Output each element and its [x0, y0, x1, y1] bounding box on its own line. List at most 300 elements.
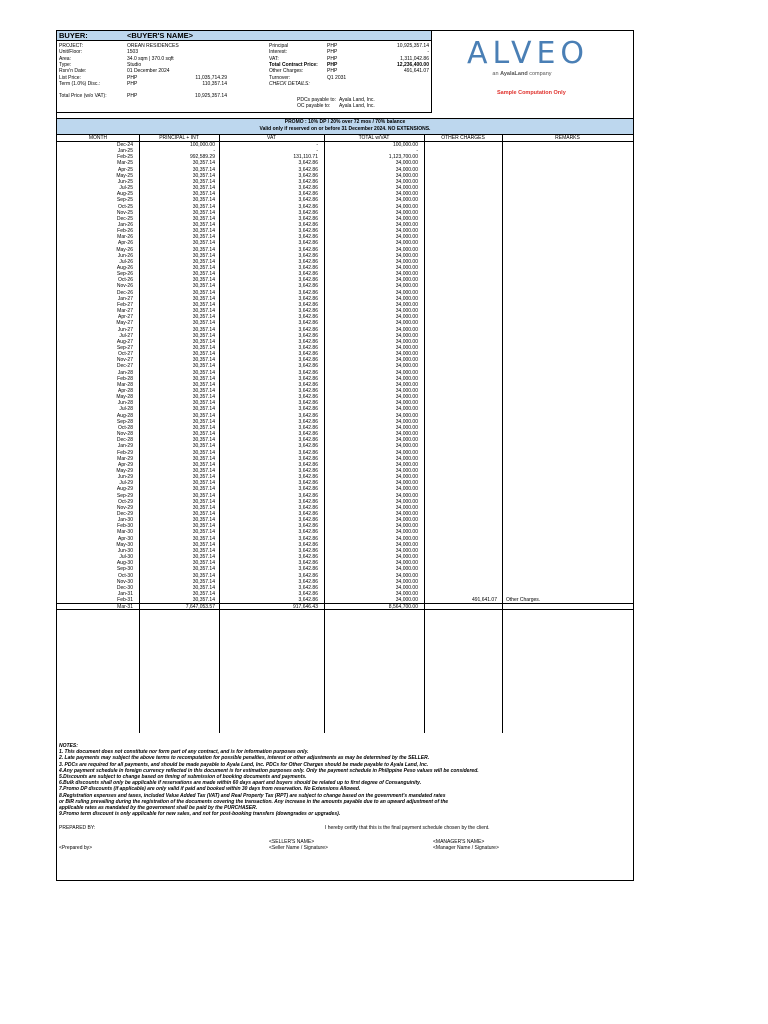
principal-cell: 30,357.14 [192, 480, 215, 487]
total-cell: 34,000.00 [395, 492, 418, 499]
principal-cell: 30,357.14 [192, 455, 215, 462]
price-value: 12,236,400.00 [397, 61, 429, 68]
total-cell: 34,000.00 [395, 271, 418, 278]
principal-cell: 30,357.14 [192, 160, 215, 167]
vat-cell: 3,642.86 [298, 597, 318, 604]
total-cell: 100,000.00 [392, 142, 418, 148]
vat-cell: 3,642.86 [298, 191, 318, 198]
note-line: 9.Promo term discount is only applicable for new sales, and not for post-booking transfers (downgrades or upgrades). [59, 811, 341, 818]
note-line: 6.Bulk discounts shall only be applicable if reservations are made within 60 days apart and buyers should be related up to first degree of Consanguinity. [59, 780, 422, 787]
total-cell: 34,000.00 [395, 338, 418, 345]
price-label: Turnover: [269, 74, 291, 81]
manager-name: <MANAGER'S NAME> [433, 839, 485, 845]
vat-cell: 3,642.86 [298, 517, 318, 524]
vat-cell: 3,642.86 [298, 474, 318, 481]
principal-cell: 30,357.14 [192, 209, 215, 216]
total-cell: 34,000.00 [395, 240, 418, 247]
principal-cell: 30,357.14 [192, 388, 215, 394]
month-cell: Jul-28 [119, 406, 133, 413]
month-cell: Dec-24 [116, 142, 133, 148]
principal-cell: 30,357.14 [192, 203, 215, 210]
principal-cell: 30,357.14 [192, 277, 215, 284]
total-cell: 34,000.00 [395, 455, 418, 462]
month-cell: Jan-28 [117, 369, 133, 376]
principal-cell: 30,357.14 [192, 185, 215, 192]
total-cell: 34,000.00 [395, 363, 418, 370]
month-cell: May-25 [116, 172, 133, 179]
vat-cell: 3,642.86 [298, 332, 318, 339]
month-cell: Apr-25 [117, 166, 133, 173]
seller-signature: <Seller Name / Signature> [269, 845, 328, 851]
principal-cell: 30,357.14 [192, 258, 215, 265]
month-cell: Sep-26 [116, 271, 133, 278]
total-cell: 34,000.00 [395, 504, 418, 511]
principal-cell: 30,357.14 [192, 437, 215, 444]
total-cell: 34,000.00 [395, 572, 418, 579]
principal-cell: 30,357.14 [192, 541, 215, 548]
notes-title: NOTES: [59, 743, 78, 749]
total-cell: 34,000.00 [395, 523, 418, 530]
month-cell: Oct-30 [117, 572, 133, 579]
vat-cell: 917,646.43 [292, 604, 318, 611]
total-cell: 34,000.00 [395, 234, 418, 241]
vat-cell: 3,642.86 [298, 240, 318, 247]
price-label: Interest: [269, 49, 288, 56]
price-currency: PHP [327, 55, 338, 62]
month-cell: Mar-31 [117, 604, 133, 611]
vat-cell: 3,642.86 [298, 449, 318, 456]
principal-cell: 30,357.14 [192, 511, 215, 517]
vat-cell: 3,642.86 [298, 400, 318, 407]
month-cell: May-29 [116, 467, 133, 474]
principal-cell: 30,357.14 [192, 578, 215, 585]
vat-cell: 3,642.86 [298, 308, 318, 315]
month-cell: Nov-27 [116, 357, 133, 364]
vat-cell: 3,642.86 [298, 480, 318, 487]
month-cell: Oct-26 [117, 277, 133, 284]
price-currency: PHP [327, 68, 338, 75]
total-cell: 34,000.00 [395, 203, 418, 210]
month-cell: Jul-30 [119, 554, 133, 561]
month-cell: Apr-26 [117, 240, 133, 247]
principal-cell: 30,357.14 [192, 178, 215, 185]
total-cell: 34,000.00 [395, 252, 418, 259]
price-label: Other Charges: [269, 68, 304, 75]
total-cell: 34,000.00 [395, 418, 418, 425]
buyer-label: BUYER: [59, 31, 88, 40]
total-cell: 34,000.00 [395, 566, 418, 573]
total-cell: 34,000.00 [395, 474, 418, 481]
prepared-by-label: PREPARED BY: [59, 825, 96, 831]
month-cell: May-27 [116, 320, 133, 327]
month-cell: Apr-30 [117, 535, 133, 542]
month-cell: Nov-30 [116, 578, 133, 585]
principal-cell: 30,357.14 [192, 443, 215, 450]
principal-cell: 30,357.14 [192, 295, 215, 302]
column-header: VAT [219, 135, 324, 142]
column-divider [424, 135, 425, 733]
principal-cell: 30,357.14 [192, 381, 215, 388]
vat-cell: 3,642.86 [298, 277, 318, 284]
month-cell: Jul-29 [119, 480, 133, 487]
month-cell: Aug-30 [116, 560, 133, 567]
certification-text: I hereby certify that this is the final payment schedule chosen by the client. [325, 825, 490, 831]
vat-cell: 3,642.86 [298, 289, 318, 296]
total-cell: 34,000.00 [395, 406, 418, 413]
total-cell: 34,000.00 [395, 449, 418, 456]
vat-cell: 3,642.86 [298, 394, 318, 401]
column-divider [139, 135, 140, 733]
column-header: REMARKS [502, 135, 633, 142]
vat-cell: 3,642.86 [298, 566, 318, 573]
month-cell: Nov-29 [116, 504, 133, 511]
month-cell: Sep-27 [116, 344, 133, 351]
total-cell: 34,000.00 [395, 517, 418, 524]
principal-cell: 30,357.14 [192, 461, 215, 468]
unit-info-block [57, 31, 432, 113]
month-cell: Apr-29 [117, 461, 133, 468]
month-cell: Feb-29 [117, 449, 133, 456]
month-cell: Aug-25 [116, 191, 133, 198]
vat-cell: 3,642.86 [298, 511, 318, 517]
month-cell: Mar-25 [117, 160, 133, 167]
vat-cell: 3,642.86 [298, 166, 318, 173]
seller-name: <SELLER'S NAME> [269, 839, 315, 845]
month-cell: Dec-28 [116, 437, 133, 444]
total-cell: 34,000.00 [395, 351, 418, 358]
column-header: OTHER CHARGES [424, 135, 502, 142]
total-cell: 34,000.00 [395, 320, 418, 327]
field-amount: 110,357.14 [202, 80, 227, 87]
principal-cell: 30,357.14 [192, 265, 215, 271]
month-cell: Jun-26 [117, 252, 133, 259]
month-cell: Jun-28 [117, 400, 133, 407]
total-cell: 34,000.00 [395, 221, 418, 228]
vat-cell: 3,642.86 [298, 246, 318, 253]
vat-cell: 3,642.86 [298, 554, 318, 561]
vat-cell: 3,642.86 [298, 172, 318, 179]
vat-cell: 3,642.86 [298, 590, 318, 597]
buyer-name: <BUYER'S NAME> [127, 31, 193, 40]
principal-cell: 30,357.14 [192, 498, 215, 505]
principal-cell: 30,357.14 [192, 584, 215, 591]
principal-cell: 30,357.14 [192, 326, 215, 333]
principal-cell: 30,357.14 [192, 172, 215, 179]
vat-cell: 3,642.86 [298, 431, 318, 438]
vat-cell: 3,642.86 [298, 271, 318, 278]
vat-cell: 3,642.86 [298, 185, 318, 192]
remarks-cell: Other Charges. [506, 597, 541, 604]
total-cell: 34,000.00 [395, 541, 418, 548]
vat-cell: 3,642.86 [298, 424, 318, 431]
field-amount: 11,035,714.29 [195, 74, 227, 81]
principal-cell: 30,357.14 [192, 529, 215, 536]
month-cell: Dec-27 [116, 363, 133, 370]
month-cell: Feb-26 [117, 228, 133, 235]
notes-list [59, 749, 619, 817]
price-value: 491,641.07 [403, 68, 429, 75]
oc-label: OC payable to: [297, 103, 331, 109]
alveo-logo [467, 36, 590, 77]
month-cell: Mar-30 [117, 529, 133, 536]
month-cell: May-28 [116, 394, 133, 401]
principal-cell: 30,357.14 [192, 449, 215, 456]
principal-cell: 30,357.14 [192, 314, 215, 321]
total-cell: 34,000.00 [395, 369, 418, 376]
field-label: Unit/Floor: [59, 49, 83, 56]
vat-cell: 3,642.86 [298, 357, 318, 364]
total-cell: 34,000.00 [395, 443, 418, 450]
vat-cell: 3,642.86 [298, 578, 318, 585]
vat-cell: 3,642.86 [298, 252, 318, 259]
vat-cell: 3,642.86 [298, 560, 318, 567]
principal-cell: 30,357.14 [192, 572, 215, 579]
month-cell: Jul-27 [119, 332, 133, 339]
table-row-final [57, 603, 633, 610]
month-cell: Jan-30 [117, 517, 133, 524]
vat-cell: 3,642.86 [298, 504, 318, 511]
total-cell: 1,123,700.00 [388, 154, 418, 161]
total-cell: 34,000.00 [395, 185, 418, 192]
total-cell: 34,000.00 [395, 597, 418, 604]
month-cell: Jan-31 [117, 590, 133, 597]
principal-cell: 30,357.14 [192, 228, 215, 235]
principal-cell: 30,357.14 [192, 517, 215, 524]
note-line: 2. Late payments may subject the above terms to recomputation for possible penalties, interest or other adjustments as may be determined by the SELLER. [59, 755, 430, 762]
month-cell: May-26 [116, 246, 133, 253]
promo-terms: PROMO : 10% DP / 20% over 72 mos / 70% balance [284, 119, 406, 125]
note-line: applicable rates as mandated by the government shall be paid by the PURCHASER. [59, 805, 258, 812]
principal-cell: 30,357.14 [192, 191, 215, 198]
principal-cell: 30,357.14 [192, 320, 215, 327]
principal-cell: 30,357.14 [192, 240, 215, 247]
month-cell: Feb-30 [117, 523, 133, 530]
month-cell: Jan-27 [117, 295, 133, 302]
month-cell: Jun-30 [117, 547, 133, 554]
field-value: OREAN RESIDENCES [127, 43, 179, 49]
total-cell: 34,000.00 [395, 246, 418, 253]
vat-cell: 3,642.86 [298, 283, 318, 290]
principal-cell: 30,357.14 [192, 560, 215, 567]
total-cell: 34,000.00 [395, 547, 418, 554]
month-cell: Jun-29 [117, 474, 133, 481]
month-cell: Sep-30 [116, 566, 133, 573]
vat-cell: 3,642.86 [298, 486, 318, 493]
vat-cell: 3,642.86 [298, 492, 318, 499]
principal-cell: 30,357.14 [192, 369, 215, 376]
column-divider [324, 135, 325, 733]
principal-cell: 30,357.14 [192, 246, 215, 253]
vat-cell: 3,642.86 [298, 437, 318, 444]
total-cell: 34,000.00 [395, 498, 418, 505]
column-divider [502, 135, 503, 733]
price-value: - [427, 49, 429, 56]
vat-cell: 3,642.86 [298, 160, 318, 167]
vat-cell: - [316, 142, 318, 148]
month-cell: Dec-29 [116, 511, 133, 517]
vat-cell: 3,642.86 [298, 529, 318, 536]
month-cell: Nov-25 [116, 209, 133, 216]
total-cell: 34,000.00 [395, 178, 418, 185]
vat-cell: 3,642.86 [298, 572, 318, 579]
vat-cell: 3,642.86 [298, 265, 318, 271]
month-cell: Nov-28 [116, 431, 133, 438]
vat-cell: 3,642.86 [298, 498, 318, 505]
field-value: Studio [127, 61, 142, 68]
principal-cell: 30,357.14 [192, 234, 215, 241]
vat-cell: 3,642.86 [298, 258, 318, 265]
principal-cell: 30,357.14 [192, 418, 215, 425]
total-cell: 34,000.00 [395, 529, 418, 536]
price-label: Total Contract Price: [269, 61, 318, 68]
month-cell: Jun-27 [117, 326, 133, 333]
principal-cell: 30,357.14 [192, 338, 215, 345]
pdc-label: PDCs payable to: [297, 97, 336, 103]
note-line: 5.Discounts are subject to change based on timing of submission of booking documents and payments. [59, 774, 307, 781]
month-cell: Apr-28 [117, 388, 133, 394]
month-cell: Sep-29 [116, 492, 133, 499]
principal-cell: 30,357.14 [192, 375, 215, 382]
price-label: Principal [269, 43, 289, 49]
month-cell: Oct-27 [117, 351, 133, 358]
vat-cell: 3,642.86 [298, 375, 318, 382]
field-label: Area: [59, 55, 71, 62]
note-line: 1. This document does not constitute nor form part of any contract, and is for information purposes only. [59, 749, 309, 756]
principal-cell: 30,357.14 [192, 486, 215, 493]
month-cell: Mar-27 [117, 308, 133, 315]
month-cell: Dec-25 [116, 215, 133, 222]
month-cell: Dec-30 [116, 584, 133, 591]
principal-cell: 30,357.14 [192, 357, 215, 364]
month-cell: Dec-26 [116, 289, 133, 296]
total-cell: 34,000.00 [395, 375, 418, 382]
total-cell: 34,000.00 [395, 578, 418, 585]
buyer-bar [57, 31, 431, 41]
other-charges-cell: 491,641.07 [471, 597, 497, 604]
month-cell: Jul-25 [119, 185, 133, 192]
principal-cell: 30,357.14 [192, 252, 215, 259]
month-cell: Feb-27 [117, 301, 133, 308]
month-cell: Jul-26 [119, 258, 133, 265]
total-cell: 34,000.00 [395, 381, 418, 388]
principal-cell: 30,357.14 [192, 597, 215, 604]
total-cell: 34,000.00 [395, 283, 418, 290]
total-cell: 34,000.00 [395, 480, 418, 487]
vat-cell: 3,642.86 [298, 215, 318, 222]
note-line: or BIR ruling prevailing during the registration of the documents covering the transaction. Any increase in the amounts payable due to an upward adjustment of the [59, 798, 449, 805]
vat-cell: 3,642.86 [298, 412, 318, 419]
vat-cell: 3,642.86 [298, 406, 318, 413]
principal-cell: 100,000.00 [189, 142, 215, 148]
principal-cell: 30,357.14 [192, 283, 215, 290]
total-cell: 8,564,700.00 [388, 604, 418, 611]
vat-cell: 3,642.86 [298, 418, 318, 425]
note-line: 4.Any payment schedule in foreign currency reflected in this document is for estimation purposes only. Only the payment schedule in Philippine Peso values will be considered. [59, 767, 479, 774]
principal-cell: 30,357.14 [192, 590, 215, 597]
total-cell: 34,000.00 [395, 560, 418, 567]
month-cell: Jan-29 [117, 443, 133, 450]
principal-cell: 30,357.14 [192, 547, 215, 554]
vat-cell: 3,642.86 [298, 221, 318, 228]
total-cell: 34,000.00 [395, 289, 418, 296]
vat-cell: 3,642.86 [298, 344, 318, 351]
total-cell: 34,000.00 [395, 277, 418, 284]
logo-tagline: an AyalaLand company [492, 71, 552, 77]
principal-cell: 30,357.14 [192, 289, 215, 296]
field-label: List Price: [59, 74, 81, 81]
vat-cell: 3,642.86 [298, 295, 318, 302]
total-cell: 34,000.00 [395, 332, 418, 339]
vat-cell: 3,642.86 [298, 320, 318, 327]
month-cell: Mar-28 [117, 381, 133, 388]
field-value: PHP [127, 74, 138, 81]
principal-cell: 30,357.14 [192, 394, 215, 401]
price-currency: PHP [327, 61, 338, 68]
month-cell: Apr-27 [117, 314, 133, 321]
principal-cell: 30,357.14 [192, 504, 215, 511]
total-cell: 34,000.00 [395, 394, 418, 401]
price-currency: PHP [327, 43, 338, 49]
price-label: CHECK DETAILS: [269, 80, 310, 87]
principal-cell: 30,357.14 [192, 363, 215, 370]
vat-cell: 3,642.86 [298, 541, 318, 548]
total-cell: 34,000.00 [395, 388, 418, 394]
vat-cell: 3,642.86 [298, 178, 318, 185]
total-cell: 34,000.00 [395, 209, 418, 216]
promo-banner [57, 118, 633, 135]
principal-cell: 30,357.14 [192, 406, 215, 413]
month-cell: Jun-25 [117, 178, 133, 185]
column-header: PRINCIPAL + INT [139, 135, 219, 142]
total-cell: 34,000.00 [395, 437, 418, 444]
note-line: 8.Registration expenses and taxes, included Value Added Tax (VAT) and Real Property Tax (RPT) are subject to change based on the government's mandated rates [59, 792, 446, 799]
total-cell: 34,000.00 [395, 554, 418, 561]
field-value: 1503 [127, 49, 139, 56]
total-cell: 34,000.00 [395, 486, 418, 493]
principal-cell: 992,589.29 [189, 154, 215, 161]
month-cell: Sep-25 [116, 197, 133, 204]
total-cell: 34,000.00 [395, 326, 418, 333]
vat-cell: 3,642.86 [298, 547, 318, 554]
vat-cell: 3,642.86 [298, 584, 318, 591]
month-cell: Mar-26 [117, 234, 133, 241]
column-header: MONTH [57, 135, 139, 142]
total-cell: 34,000.00 [395, 424, 418, 431]
principal-cell: 30,357.14 [192, 412, 215, 419]
total-cell: 34,000.00 [395, 228, 418, 235]
pdc-value: Ayala Land, Inc. [339, 97, 375, 103]
vat-cell: 3,642.86 [298, 301, 318, 308]
vat-cell: 3,642.86 [298, 326, 318, 333]
total-cell: 34,000.00 [395, 172, 418, 179]
total-cell: 34,000.00 [395, 265, 418, 271]
vat-cell: 3,642.86 [298, 228, 318, 235]
month-cell: Sep-28 [116, 418, 133, 425]
column-header: TOTAL w/VAT [324, 135, 424, 142]
vat-cell: 3,642.86 [298, 314, 318, 321]
field-value: 34.0 sqm | 370.0 sqft [127, 55, 174, 62]
total-cell: 34,000.00 [395, 197, 418, 204]
notes-section [59, 743, 619, 817]
note-line: 3. PDCs are required for all payments, and should be made payable to Ayala Land, Inc. PDCs for Other Charges should be made payable to Ayala Land, Inc. [59, 761, 429, 768]
principal-cell: 30,357.14 [192, 271, 215, 278]
field-value: PHP [127, 80, 138, 87]
principal-cell: 30,357.14 [192, 554, 215, 561]
vat-cell: 3,642.86 [298, 535, 318, 542]
total-cell: 34,000.00 [395, 344, 418, 351]
principal-cell: 30,357.14 [192, 332, 215, 339]
vat-cell: 3,642.86 [298, 203, 318, 210]
